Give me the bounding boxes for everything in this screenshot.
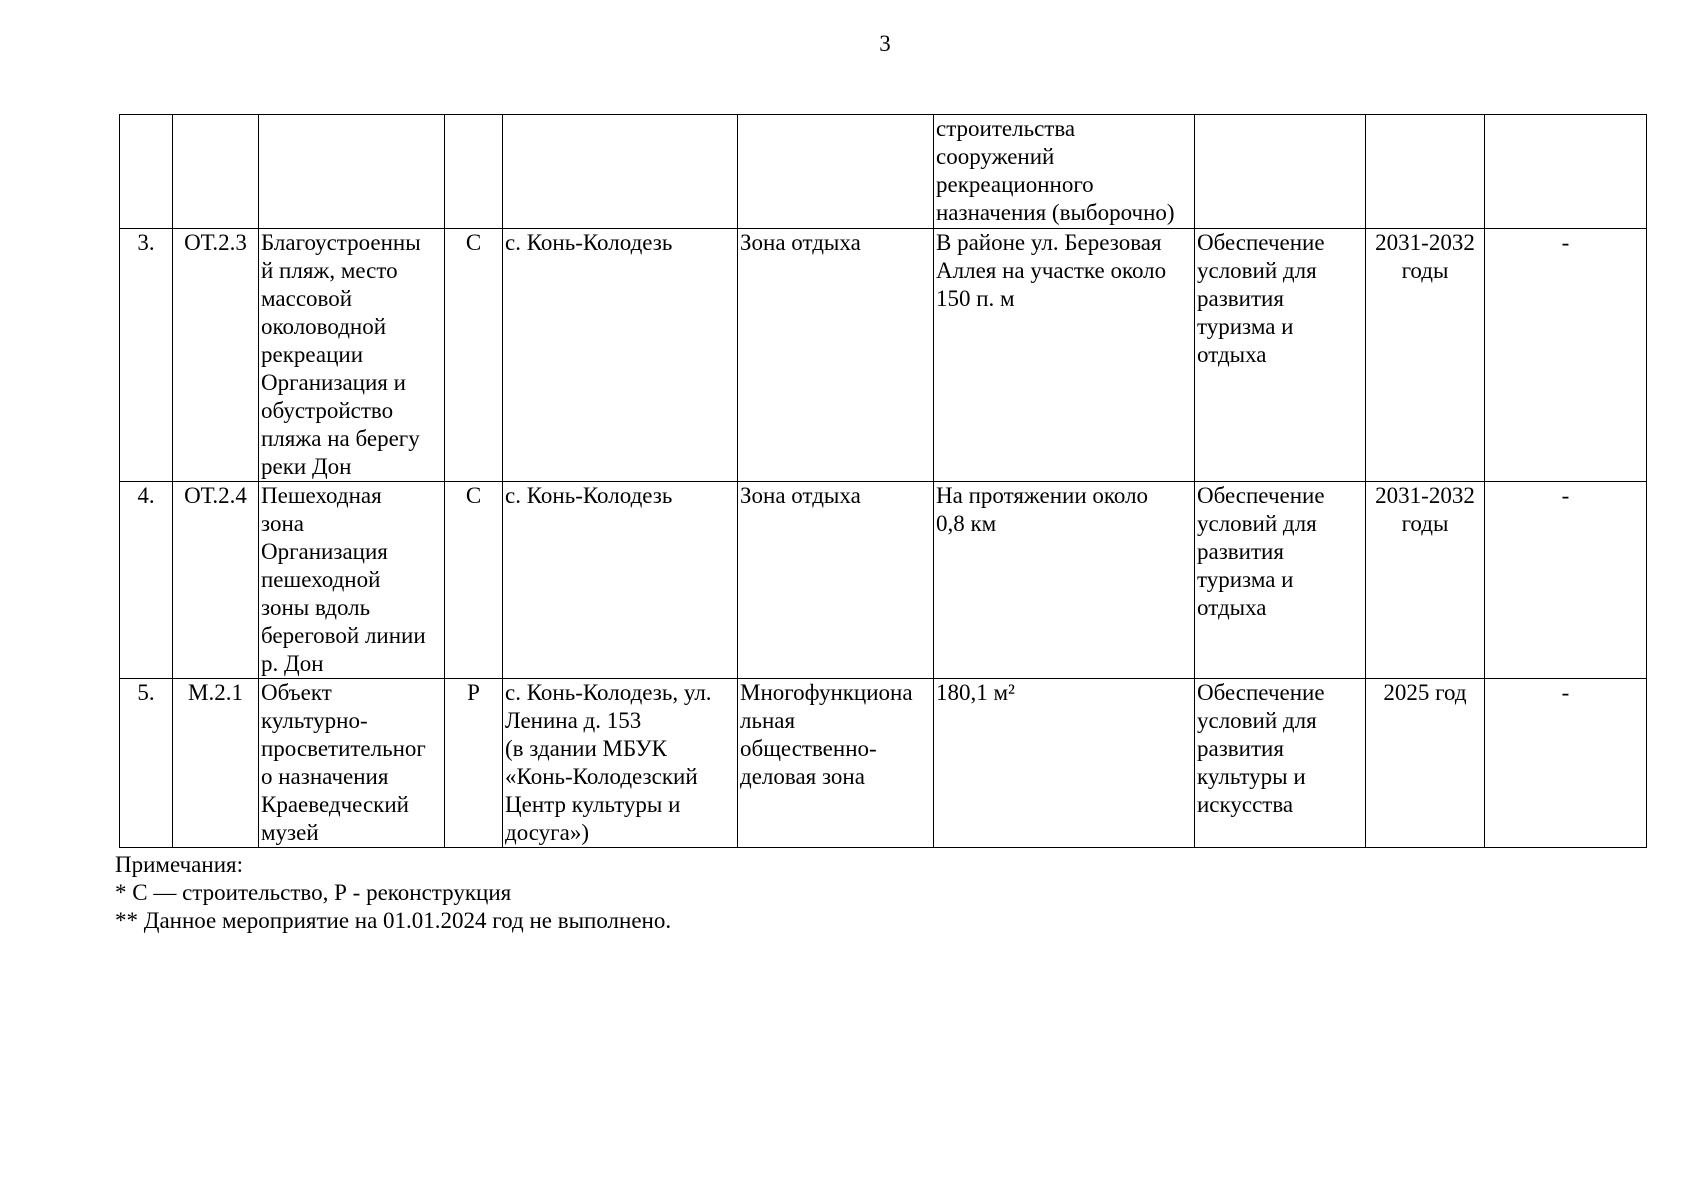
notes-section	[115, 851, 671, 935]
cell-period: 2025 год	[1366, 679, 1485, 848]
cell-zone: Зона отдыха	[738, 482, 934, 679]
cell-purpose	[1195, 115, 1366, 229]
cell-number: 4.	[120, 482, 173, 679]
measures-table	[119, 114, 1647, 848]
cell-characteristics: В районе ул. Березовая Аллея на участке около 150 п. м	[934, 229, 1195, 482]
cell-work-type	[445, 115, 503, 229]
cell-characteristics: 180,1 м²	[934, 679, 1195, 848]
notes-title: Примечания:	[115, 852, 243, 877]
cell-location	[503, 115, 738, 229]
page-number: 3	[879, 31, 891, 56]
cell-code	[173, 115, 259, 229]
table-row	[120, 115, 1647, 229]
cell-purpose: Обеспечение условий для развития туризма и отдыха	[1195, 229, 1366, 482]
cell-object-name	[259, 115, 445, 229]
cell-work-type: Р	[445, 679, 503, 848]
cell-zone	[738, 115, 934, 229]
cell-period: 2031-2032 годы	[1366, 229, 1485, 482]
cell-characteristics: строительства сооружений рекреационного назначения (выборочно)	[934, 115, 1195, 229]
cell-object-name: Пешеходная зона Организация пешеходной зоны вдоль береговой линии р. Дон	[259, 482, 445, 679]
table-row	[120, 229, 1647, 482]
cell-note	[1485, 115, 1647, 229]
cell-zone: Многофункциона льная общественно- деловая зона	[738, 679, 934, 848]
cell-number	[120, 115, 173, 229]
notes-line: ** Данное мероприятие на 01.01.2024 год не выполнено.	[115, 908, 672, 933]
cell-work-type: С	[445, 229, 503, 482]
cell-work-type: С	[445, 482, 503, 679]
cell-code: М.2.1	[173, 679, 259, 848]
table-row	[120, 679, 1647, 848]
cell-note: -	[1485, 229, 1647, 482]
cell-code: ОТ.2.4	[173, 482, 259, 679]
cell-location: с. Конь-Колодезь	[503, 482, 738, 679]
cell-location: с. Конь-Колодезь	[503, 229, 738, 482]
cell-characteristics: На протяжении около 0,8 км	[934, 482, 1195, 679]
cell-period: 2031-2032 годы	[1366, 482, 1485, 679]
cell-period	[1366, 115, 1485, 229]
table-row	[120, 482, 1647, 679]
cell-note: -	[1485, 482, 1647, 679]
cell-object-name: Благоустроенны й пляж, место массовой околоводной рекреации Организация и обустройство пляжа на берегу реки Дон	[259, 229, 445, 482]
cell-zone: Зона отдыха	[738, 229, 934, 482]
cell-number: 3.	[120, 229, 173, 482]
notes-line: * С — строительство, Р - реконструкция	[115, 880, 512, 905]
cell-object-name: Объект культурно- просветительног о назначения Краеведческий музей	[259, 679, 445, 848]
cell-purpose: Обеспечение условий для развития туризма и отдыха	[1195, 482, 1366, 679]
cell-purpose: Обеспечение условий для развития культуры и искусства	[1195, 679, 1366, 848]
cell-code: ОТ.2.3	[173, 229, 259, 482]
cell-note: -	[1485, 679, 1647, 848]
cell-location: с. Конь-Колодезь, ул. Ленина д. 153 (в здании МБУК «Конь-Колодезский Центр культуры и досуга»)	[503, 679, 738, 848]
cell-number: 5.	[120, 679, 173, 848]
